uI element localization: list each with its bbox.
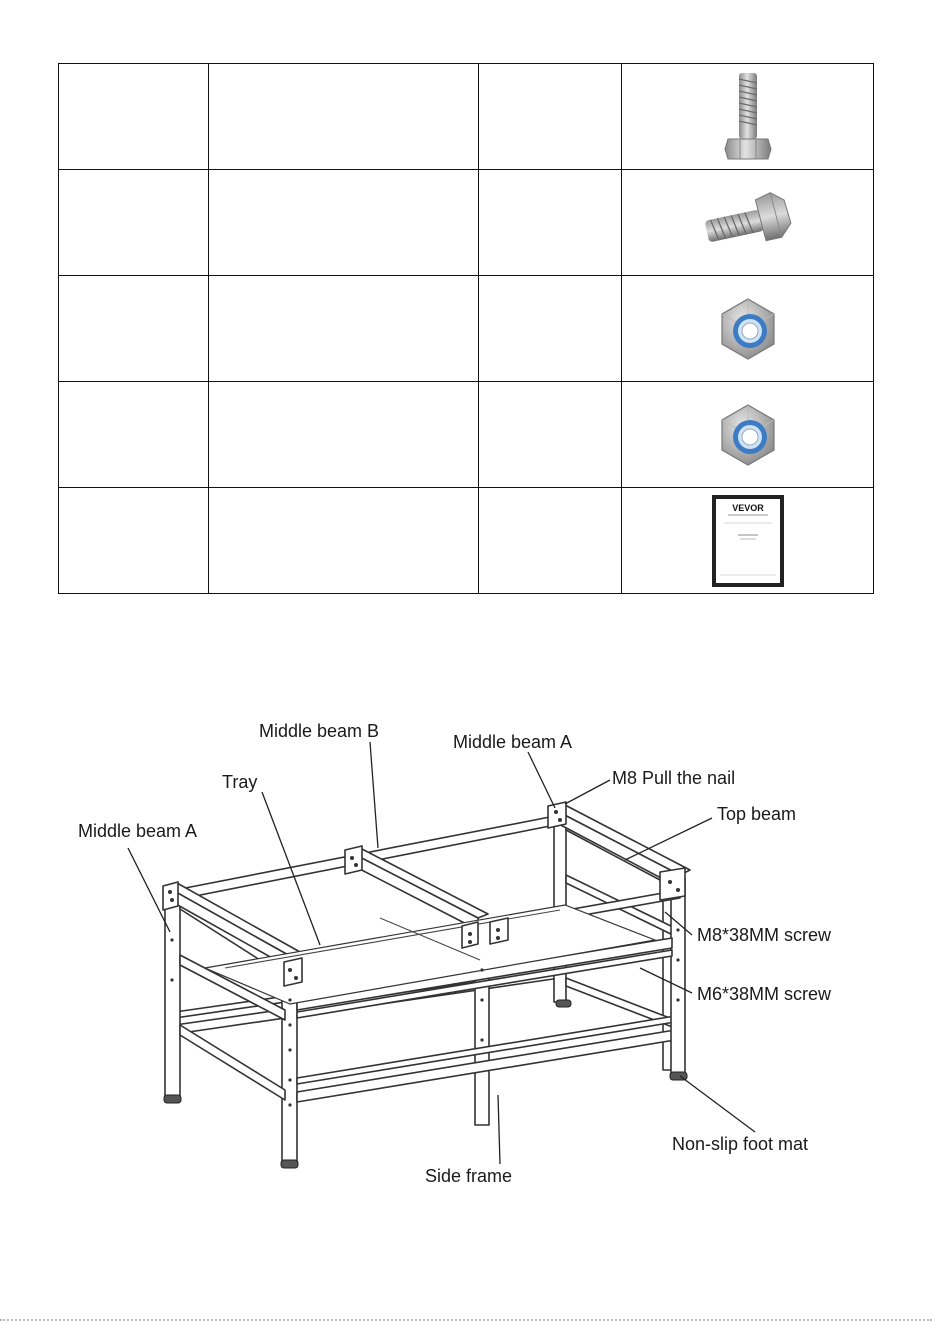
part-qty-cell	[479, 382, 622, 488]
part-image-cell	[622, 276, 874, 382]
hex-bolt-angled-icon	[698, 188, 798, 258]
label-middle-beam-a-left: Middle beam A	[78, 821, 198, 841]
part-name-cell	[209, 64, 479, 170]
part-name-cell	[209, 170, 479, 276]
part-no-cell	[59, 382, 209, 488]
rack-frame-drawing	[163, 802, 690, 1168]
part-qty-cell	[479, 64, 622, 170]
nylon-lock-nut-icon	[712, 399, 784, 471]
part-no-cell	[59, 488, 209, 594]
label-m8-pull-nail: M8 Pull the nail	[612, 768, 736, 788]
label-middle-beam-b: Middle beam B	[259, 721, 380, 741]
table-row	[59, 488, 874, 594]
part-image-cell	[622, 488, 874, 594]
label-side-frame: Side frame	[425, 1166, 513, 1186]
page-bottom-rule	[0, 1319, 932, 1321]
assembly-diagram	[0, 700, 932, 1200]
part-name-cell	[209, 382, 479, 488]
nylon-lock-nut-icon	[712, 293, 784, 365]
label-tray: Tray	[222, 772, 258, 792]
label-middle-beam-a-top: Middle beam A	[453, 732, 573, 752]
part-qty-cell	[479, 488, 622, 594]
table-row	[59, 382, 874, 488]
part-image-cell	[622, 64, 874, 170]
part-qty-cell	[479, 276, 622, 382]
manual-brand: VEVOR	[731, 502, 764, 513]
label-non-slip-foot-mat: Non-slip foot mat	[672, 1134, 809, 1154]
hex-bolt-vertical-icon	[718, 69, 778, 165]
parts-table	[58, 63, 874, 594]
label-m8-screw: M8*38MM screw	[697, 925, 832, 945]
table-row	[59, 64, 874, 170]
part-no-cell	[59, 170, 209, 276]
label-m6-screw: M6*38MM screw	[697, 984, 832, 1004]
manual-booklet-icon	[712, 495, 784, 587]
part-image-cell	[622, 170, 874, 276]
part-name-cell	[209, 488, 479, 594]
table-row	[59, 276, 874, 382]
label-top-beam: Top beam	[717, 804, 797, 824]
part-no-cell	[59, 276, 209, 382]
part-name-cell	[209, 276, 479, 382]
table-row	[59, 170, 874, 276]
part-no-cell	[59, 64, 209, 170]
part-image-cell	[622, 382, 874, 488]
part-qty-cell	[479, 170, 622, 276]
